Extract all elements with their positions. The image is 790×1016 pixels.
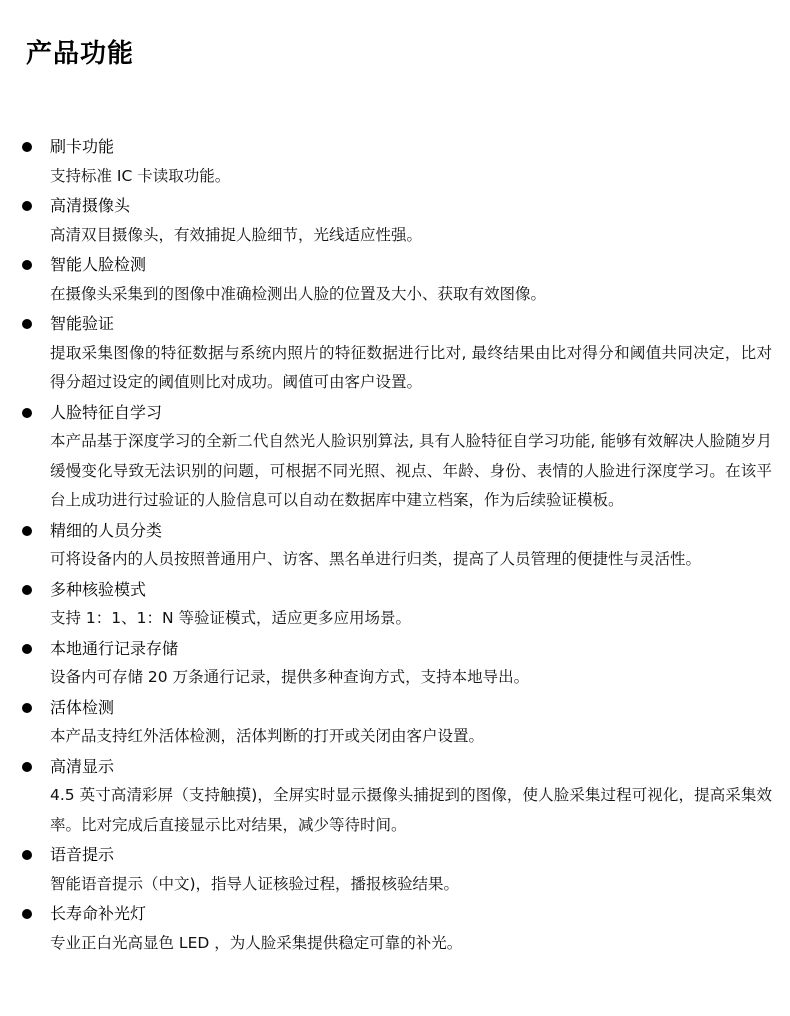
bullet-icon: [22, 319, 32, 329]
bullet-icon: [22, 850, 32, 860]
feature-item: [0, 398, 790, 516]
feature-description: 智能语音提示（中文)，指导人证核验过程，播报核验结果。: [50, 874, 460, 893]
page-title: 产品功能: [26, 39, 135, 69]
bullet-icon: [22, 703, 32, 713]
feature-title: 智能验证: [50, 314, 115, 333]
bullet-icon: [22, 408, 32, 418]
bullet-icon: [22, 201, 32, 211]
feature-item: [0, 752, 790, 841]
feature-item: [0, 840, 790, 899]
feature-item: [0, 634, 790, 693]
feature-item: [0, 191, 790, 250]
feature-list: [0, 132, 790, 958]
feature-title: 刷卡功能: [50, 137, 115, 156]
bullet-icon: [22, 644, 32, 654]
bullet-icon: [22, 142, 32, 152]
feature-title: 高清显示: [50, 756, 115, 776]
feature-title: 高清摄像头: [50, 196, 131, 215]
feature-title: 多种核验模式: [50, 579, 147, 599]
feature-description: 高清双目摄像头，有效捕捉人脸细节，光线适应性强。: [50, 225, 423, 244]
feature-title: 精细的人员分类: [50, 520, 163, 540]
feature-description: 在摄像头采集到的图像中准确检测出人脸的位置及大小、获取有效图像。: [50, 284, 547, 303]
feature-description: 专业正白光高显色 LED ，为人脸采集提供稳定可靠的补光。: [50, 933, 463, 952]
feature-item: [0, 899, 790, 958]
bullet-icon: [22, 585, 32, 595]
bullet-icon: [22, 526, 32, 536]
feature-description: 支持 1：1、1：N 等验证模式，适应更多应用场景。: [50, 609, 412, 627]
bullet-icon: [22, 909, 32, 919]
feature-description: 支持标准 IC 卡读取功能。: [50, 166, 231, 185]
bullet-icon: [22, 762, 32, 772]
bullet-icon: [22, 260, 32, 270]
feature-description: 本产品基于深度学习的全新二代自然光人脸识别算法, 具有人脸特征自学习功能, 能够有效解决人脸随岁月缓慢变化导致无法识别的问题，可根据不同光照、视点、年龄、身份、表情的人脸进行深度学习。在该平台上成功进行过验证的人脸信息可以自动在数据库中建立档案，作为后续验证模板。: [50, 432, 772, 509]
feature-title: 语音提示: [50, 845, 115, 864]
feature-description: 设备内可存储 20 万条通行记录，提供多种查询方式，支持本地导出。: [50, 668, 530, 686]
feature-item: [0, 309, 790, 398]
feature-item: [0, 575, 790, 634]
feature-description: 本产品支持红外活体检测，活体判断的打开或关闭由客户设置。: [50, 727, 485, 745]
feature-title: 长寿命补光灯: [50, 904, 147, 923]
feature-title: 活体检测: [50, 697, 115, 717]
feature-item: [0, 250, 790, 309]
feature-title: 本地通行记录存储: [50, 638, 179, 658]
feature-title: 智能人脸检测: [50, 255, 147, 274]
feature-item: [0, 693, 790, 752]
feature-description: 4.5 英寸高清彩屏（支持触摸)，全屏实时显示摄像头捕捉到的图像，使人脸采集过程可视化，提高采集效率。比对完成后直接显示比对结果，减少等待时间。: [50, 786, 772, 834]
feature-item: [0, 516, 790, 575]
feature-description: 提取采集图像的特征数据与系统内照片的特征数据进行比对, 最终结果由比对得分和阈值共同决定，比对得分超过设定的阈值则比对成功。阈值可由客户设置。: [50, 343, 772, 391]
feature-description: 可将设备内的人员按照普通用户、访客、黑名单进行归类，提高了人员管理的便捷性与灵活性。: [50, 550, 702, 568]
feature-title: 人脸特征自学习: [50, 402, 163, 422]
feature-item: [0, 132, 790, 191]
